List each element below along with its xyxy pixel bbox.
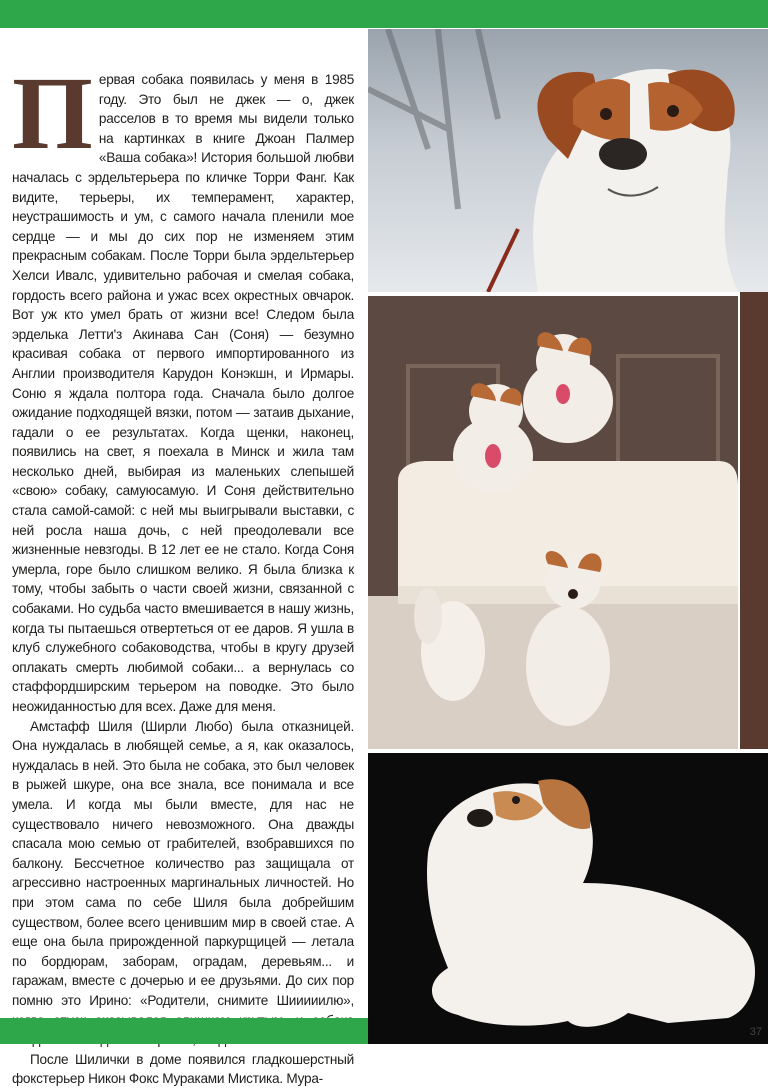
- page-number: 37: [749, 1026, 762, 1038]
- photo-dog-portrait-winter: [368, 29, 768, 292]
- article-paragraph-2: Амстафф Шиля (Ширли Любо) была отказницей. Она нуждалась в любящей семье, а я, как оказалось, нуждалась в ней. Это была не собака, это был человек в рыжей шкуре, она все знала, все понимала и все умела. И когда мы были вместе, для нас не существовало ничего невозможного. Она дважды спасала мою семью от грабителей, взобравшихся по балкону. Бессчетное количество раз защищала от агрессивно настроенных маргинальных личностей. Но при этом сама по себе Шиля была добрейшим существом, более всего ценившим мир в своей стае. А еще она была прирожденной паркурщицей — летала по бордюрам, заборам, оградам, деревьям... и гаражам, вместе с дочерью и ее друзьями. До сих пор помню это Ирино: «Родители, снимите Шииииилю»,: [12, 718, 354, 1008]
- drop-cap: П: [12, 56, 91, 171]
- article-paragraph-3: После Шилички в доме появился гладкошерстный фокстерьер Никон Фокс Мураками Мистика. Мура-: [12, 1051, 354, 1087]
- bottom-accent-bar: [0, 1018, 368, 1044]
- article-paragraph-1: [12, 56, 354, 717]
- paragraph-1-text: ервая собака появилась у меня в 1985 году. Это был не джек — о, джек расселов в то время мы видели только на картинках в книге Джоан Палмер «Ваша собака»! История большой любви началась с эрдельтерьера по кличке Торри Фанг. Как видите, терьеры, их темперамент, характер, неустрашимость и ум, с самого начала пленили мое сердце — и мы до сих пор не изменяем этим прекрасным собакам. После Торри была эрдельтерьер Хелси Ивалс, удивительно рабочая и смелая собака, гордость всего района и ужас всех окрестных овчарок. Вот уж кто умел брать от жизни все! Следом была эрделька Летти'з Акинава Сан (Соня) — безумно красивая собака от первого импортированного из Англии производителя Карудон Конэкшн, и Ирмары. Соню я ждала полтора года. Сначала было долгое ожидание подходящей вязки, потом — затаив дыхание, гадали о ее результатах. Когда щенки, наконец, появились на свет, я поехала в Минск и жила там несколько дней, выбирая из маленьких слепышей «свою» собаку, самуюсамую. И Соня действительно стала самой-самой: с ней мы выигрывали выставки, с ней росла наша дочь, с ней преодолевали все жизненные невзгоды. В 12 лет ее не стало. Когда Соня умерла, горе было слишком велико. Я была близка к тому, чтобы забыть о части своей жизни, связанной с собаками. Но судьба часто вмешивается в нашу жизнь, когда ты пытаешься отвертеться от ее даров. Я ушла в клуб служебного собаководства, чтобы в кругу друзей оплакать смерть любимой собаки... а вернулась со стаффордширским терьером на поводке. Это было неожиданностью для всех. Даже для меня.: [12, 72, 354, 714]
- side-accent-strip: [740, 292, 768, 749]
- photo-three-dogs-bench: [368, 296, 738, 749]
- top-accent-bar: [0, 0, 768, 28]
- dog-portrait-illustration: [368, 29, 768, 292]
- wirehaired-dog-illustration: [368, 753, 768, 1044]
- article-body: [12, 56, 354, 1089]
- photo-wirehaired-dog-black: [368, 753, 768, 1044]
- three-dogs-illustration: [368, 296, 738, 749]
